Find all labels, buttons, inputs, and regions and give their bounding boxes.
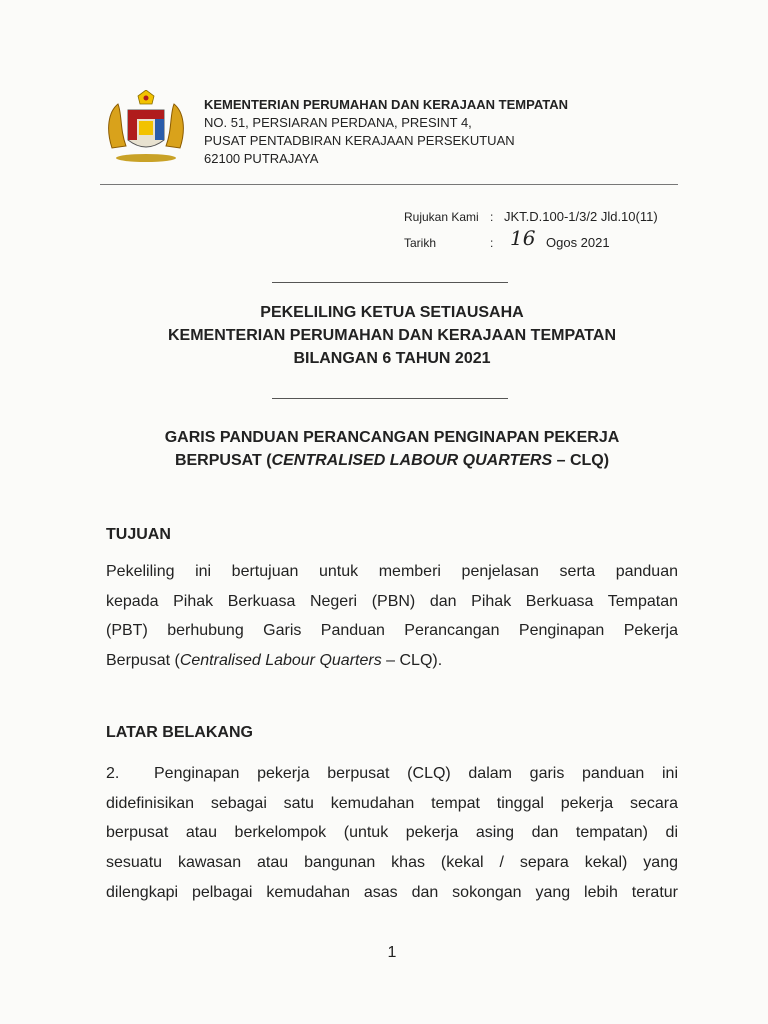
paragraph-line: didefinisikan sebagai satu kemudahan tempat tinggal pekerja secara	[106, 794, 678, 812]
subject-title	[100, 426, 684, 472]
page-number: 1	[387, 944, 397, 961]
title-rule-top	[272, 282, 508, 283]
tujuan-paragraph	[106, 557, 678, 676]
letterhead-divider	[100, 184, 678, 185]
date-month-year: Ogos 2021	[546, 235, 610, 250]
paragraph-line: kepada Pihak Berkuasa Negeri (PBN) dan Pihak Berkuasa Tempatan	[106, 592, 678, 610]
paragraph-line: berpusat atau berkelompok (untuk pekerja asing dan tempatan) di	[106, 824, 678, 842]
paragraph-line: Berpusat (Centralised Labour Quarters – CLQ).	[106, 652, 443, 670]
paragraph-line: 2. Penginapan pekerja berpusat (CLQ) dalam garis panduan ini	[106, 759, 678, 789]
subject-line: BERPUSAT (CENTRALISED LABOUR QUARTERS – CLQ)	[174, 452, 610, 469]
reference-number: JKT.D.100-1/3/2 Jld.10(11)	[504, 209, 658, 224]
title-line: BILANGAN 6 TAHUN 2021	[293, 350, 491, 367]
address-line: PUSAT PENTADBIRAN KERAJAAN PERSEKUTUAN	[204, 133, 515, 148]
colon: :	[490, 236, 494, 250]
paragraph-line: (PBT) berhubung Garis Panduan Perancangan Penginapan Pekerja	[106, 622, 678, 640]
paragraph-number: 2.	[106, 765, 120, 782]
title-line: PEKELILING KETUA SETIAUSAHA	[260, 304, 524, 321]
latar-belakang-paragraph	[106, 759, 678, 908]
section-heading-tujuan: TUJUAN	[106, 526, 171, 543]
handwritten-date-day: 16	[510, 226, 536, 250]
paragraph-line: Pekeliling ini bertujuan untuk memberi penjelasan serta panduan	[106, 563, 678, 580]
subject-line: GARIS PANDUAN PERANCANGAN PENGINAPAN PEKERJA	[164, 429, 620, 446]
paragraph-line: sesuatu kawasan atau bangunan khas (kekal / separa kekal) yang	[106, 854, 678, 872]
address-line: NO. 51, PERSIARAN PERDANA, PRESINT 4,	[204, 115, 472, 130]
ministry-name: KEMENTERIAN PERUMAHAN DAN KERAJAAN TEMPATAN	[204, 97, 568, 112]
paragraph-line: dilengkapi pelbagai kemudahan asas dan sokongan yang lebih teratur	[106, 883, 678, 901]
section-heading-latar-belakang: LATAR BELAKANG	[106, 724, 253, 741]
address-line: 62100 PUTRAJAYA	[204, 151, 319, 166]
reference-label: Rujukan Kami	[404, 210, 479, 224]
coat-of-arms-logo	[100, 90, 192, 166]
date-label: Tarikh	[404, 236, 437, 250]
title-rule-bottom	[272, 398, 508, 399]
letterhead	[204, 96, 568, 168]
colon: :	[490, 210, 494, 224]
title-line: KEMENTERIAN PERUMAHAN DAN KERAJAAN TEMPATAN	[168, 327, 616, 344]
circular-title	[100, 301, 684, 370]
